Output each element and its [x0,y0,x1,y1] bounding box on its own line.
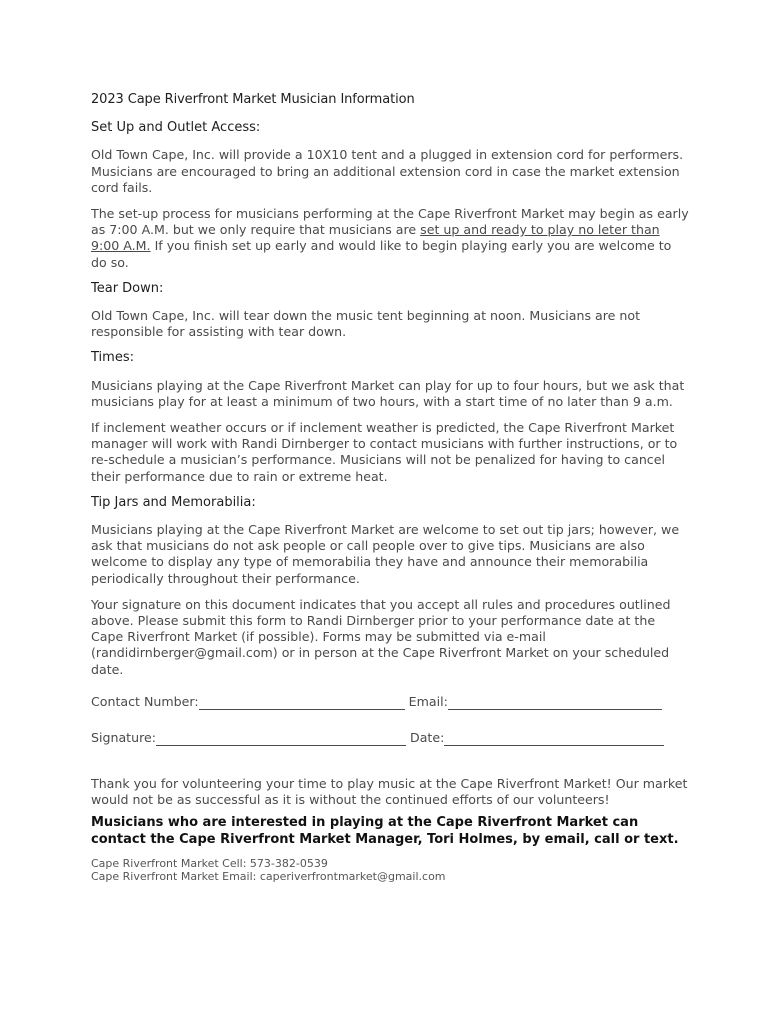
email-label: Email: [408,693,448,709]
document-title: 2023 Cape Riverfront Market Musician Information [91,92,415,107]
setup-heading: Set Up and Outlet Access: [91,120,261,136]
times-paragraph-2: If inclement weather occurs or if inclement weather is predicted, the Cape Riverfront Market manager will work with Randi Dirnberger to contact musicians with further instructions, or to re-schedule a musician’s performance. Musicians will not be penalized for having to cancel their performance due to rain or extreme heat. [91,420,678,484]
market-cell: Cape Riverfront Market Cell: 573-382-0539 [91,857,328,871]
contact-email-line [91,694,691,710]
tips-paragraph-2: Your signature on this document indicates that you accept all rules and procedures outlined above. Please submit this form to Randi Dirnberger prior to your performance date at the Cape Riverfront Market (if possible). Forms may be submitted via e-mail (randidirnberger@gmail.com) or in person at the Cape Riverfront Market on your scheduled date. [91,596,671,677]
setup-paragraph-1: Old Town Cape, Inc. will provide a 10X10 tent and a plugged in extension cord for performers. Musicians are encouraged to bring an additional extension cord in case the market extension cord fails. [91,147,684,195]
times-heading: Times: [91,350,134,366]
tips-heading: Tip Jars and Memorabilia: [91,494,256,510]
tips-paragraph-1: Musicians playing at the Cape Riverfront Market are welcome to set out tip jars; however, we ask that musicians do not ask people or call people over to give tips. Musicians are also welcome to display any type of memorabilia they have and announce their memorabilia periodically throughout their performance. [91,522,680,586]
times-paragraph-1: Musicians playing at the Cape Riverfront Market can play for up to four hours, but we ask that musicians play for at least a minimum of two hours, with a start time of no later than 9 a.m. [91,377,685,409]
date-field[interactable] [444,732,664,746]
market-email: Cape Riverfront Market Email: caperiverfrontmarket@gmail.com [91,869,446,883]
contact-number-label: Contact Number: [91,693,199,709]
teardown-heading: Tear Down: [91,280,164,296]
setup-p2-after: If you finish set up early and would like to begin playing early you are welcome to do so. [91,238,672,270]
document-body [91,92,691,883]
setup-p2-before: The set-up process for musicians performing at the Cape Riverfront Market may begin as early as 7:00 A.M. but we only require that musicians are [91,206,689,238]
signature-field[interactable] [156,732,406,746]
signature-label: Signature: [91,729,156,745]
date-label: Date: [410,729,445,745]
thank-you-paragraph: Thank you for volunteering your time to play music at the Cape Riverfront Market! Our market would not be as successful as it is without the continued efforts of our volunteers! [91,775,688,808]
setup-paragraph-2 [91,206,691,271]
contact-number-field[interactable] [199,696,405,710]
setup-p2-underlined: set up and ready to play no leter than 9:00 A.M. [91,222,660,254]
teardown-paragraph: Old Town Cape, Inc. will tear down the music tent beginning at noon. Musicians are not responsible for assisting with tear down. [91,308,641,340]
email-field[interactable] [448,696,662,710]
signature-date-line [91,730,691,746]
manager-contact-callout: Musicians who are interested in playing at the Cape Riverfront Market can contact the Cape Riverfront Market Manager, Tori Holmes, by email, call or text. [91,815,679,848]
